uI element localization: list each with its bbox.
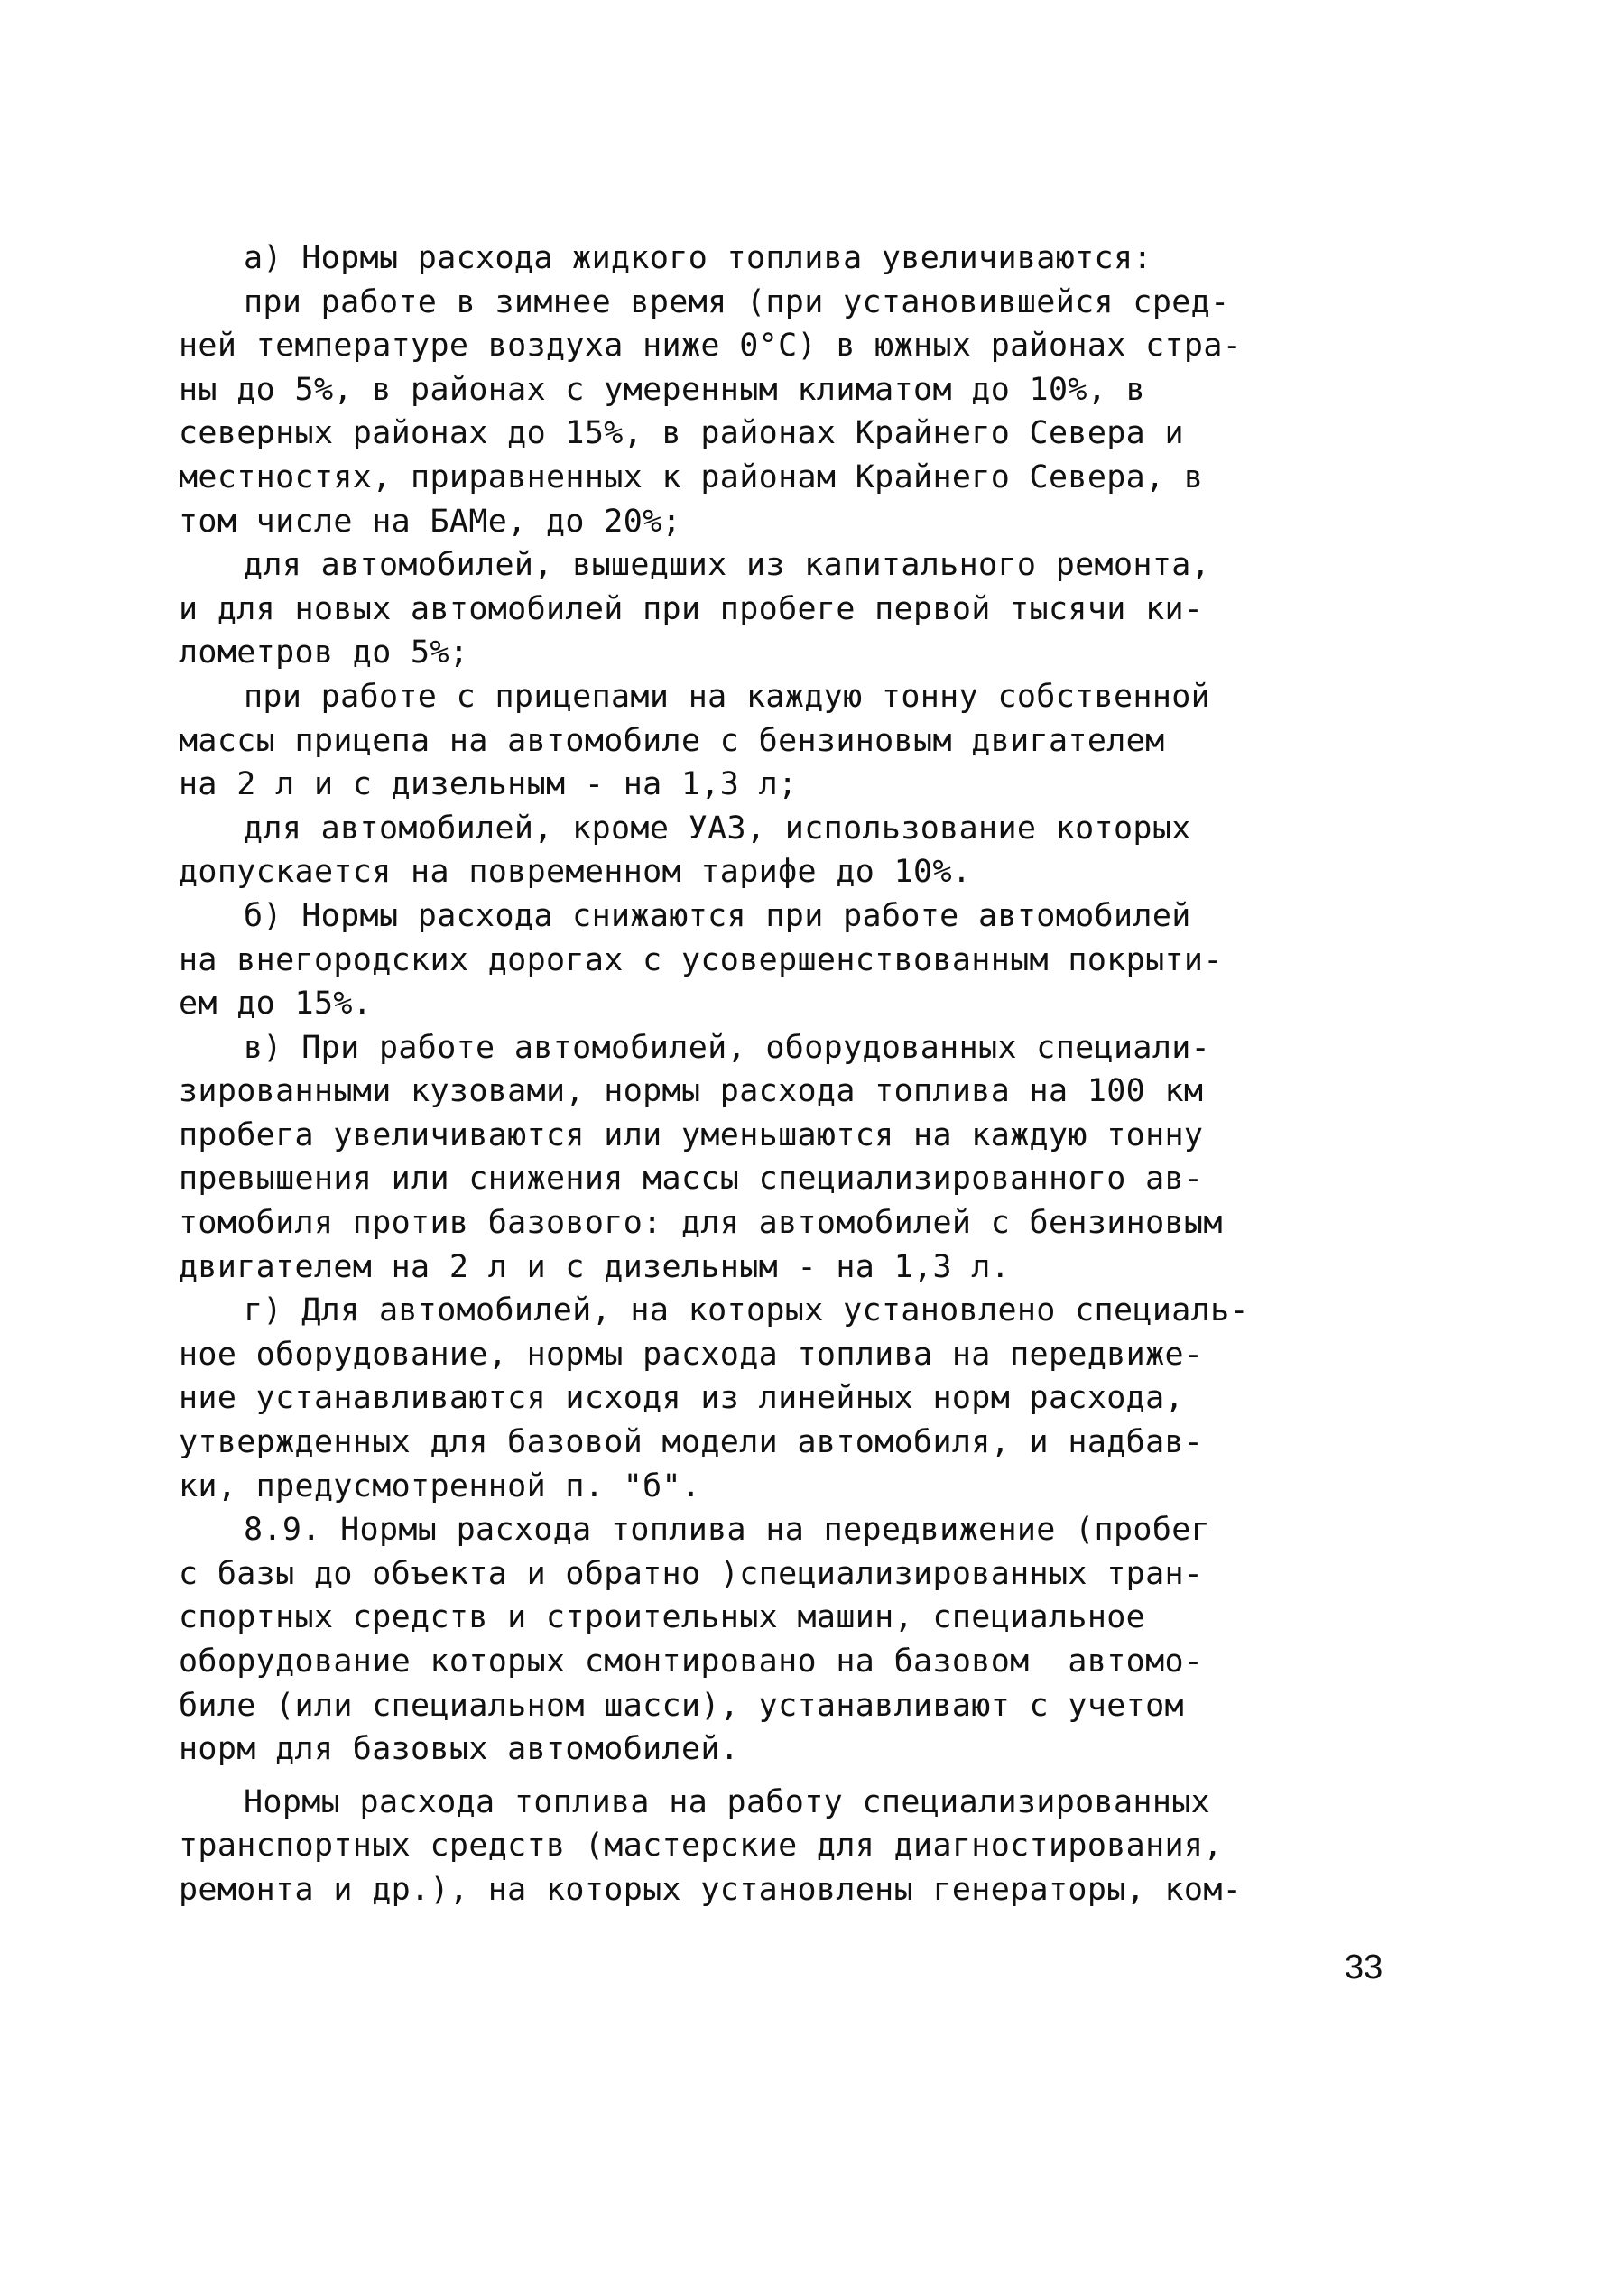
text-line: северных районах до 15%, в районах Крайнего Севера и — [179, 415, 1184, 452]
paragraph-a-heading: а) Нормы расхода жидкого топлива увеличиваются: — [244, 240, 1152, 276]
text-line: для автомобилей, кроме УАЗ, использование которых — [244, 810, 1191, 847]
text-line: ние устанавливаются исходя из линейных норм расхода, — [179, 1380, 1184, 1417]
text-line: спортных средств и строительных машин, специальное — [179, 1599, 1146, 1636]
text-line: на 2 л и с дизельным - на 1,3 л; — [179, 766, 798, 803]
text-line: зированными кузовами, нормы расхода топлива на 100 км — [179, 1073, 1204, 1110]
body-text — [179, 236, 1415, 1912]
text-line: норм для базовых автомобилей. — [179, 1731, 740, 1768]
text-line: оборудование которых смонтировано на базовом автомо- — [179, 1643, 1204, 1680]
text-line: ны до 5%, в районах с умеренным климатом до 10%, в — [179, 371, 1146, 408]
text-line: при работе с прицепами на каждую тонну собственной — [244, 678, 1211, 715]
text-line: и для новых автомобилей при пробеге первой тысячи ки- — [179, 590, 1204, 627]
text-line: на внегородских дорогах с усовершенствованным покрыти- — [179, 941, 1223, 978]
text-line: для автомобилей, вышедших из капитального ремонта, — [244, 547, 1211, 584]
text-line: том числе на БАМе, до 20%; — [179, 503, 681, 540]
text-line: ремонта и др.), на которых установлены генераторы, ком- — [179, 1871, 1243, 1908]
text-line: лометров до 5%; — [179, 634, 469, 671]
text-line: томобиля против базового: для автомобилей с бензиновым — [179, 1205, 1223, 1242]
paragraph-v-heading: в) При работе автомобилей, оборудованных специали- — [244, 1029, 1211, 1066]
text-line: местностях, приравненных к районам Крайнего Севера, в — [179, 458, 1204, 495]
text-line: биле (или специальном шасси), устанавливают с учетом — [179, 1687, 1184, 1724]
text-line: с базы до объекта и обратно )специализированных тран- — [179, 1555, 1204, 1592]
paragraph-heading: Нормы расхода топлива на работу специализированных — [244, 1783, 1211, 1820]
text-line: при работе в зимнее время (при установившейся сред- — [244, 283, 1230, 320]
text-line: ное оборудование, нормы расхода топлива на передвиже- — [179, 1336, 1204, 1373]
text-line: массы прицепа на автомобиле с бензиновым двигателем — [179, 722, 1165, 759]
paragraph-b-heading: б) Нормы расхода снижаются при работе автомобилей — [244, 897, 1191, 934]
text-line: пробега увеличиваются или уменьшаются на каждую тонну — [179, 1116, 1204, 1153]
page-number: 33 — [1345, 1949, 1383, 1986]
text-line: ней температуре воздуха ниже 0°С) в южных районах стра- — [179, 328, 1243, 365]
section-8-9-heading: 8.9. Нормы расхода топлива на передвижение (пробег — [244, 1512, 1211, 1549]
text-line: транспортных средств (мастерские для диагностирования, — [179, 1828, 1223, 1865]
text-line: ки, предусмотренной п. "б". — [179, 1467, 701, 1504]
paragraph-g-heading: г) Для автомобилей, на которых установлено специаль- — [244, 1292, 1249, 1329]
text-line: превышения или снижения массы специализированного ав- — [179, 1161, 1204, 1198]
text-line: допускается на повременном тарифе до 10%. — [179, 854, 972, 891]
text-line: двигателем на 2 л и с дизельным - на 1,3 л. — [179, 1248, 1011, 1285]
text-line: утвержденных для базовой модели автомобиля, и надбав- — [179, 1424, 1204, 1461]
text-line: ем до 15%. — [179, 986, 373, 1023]
